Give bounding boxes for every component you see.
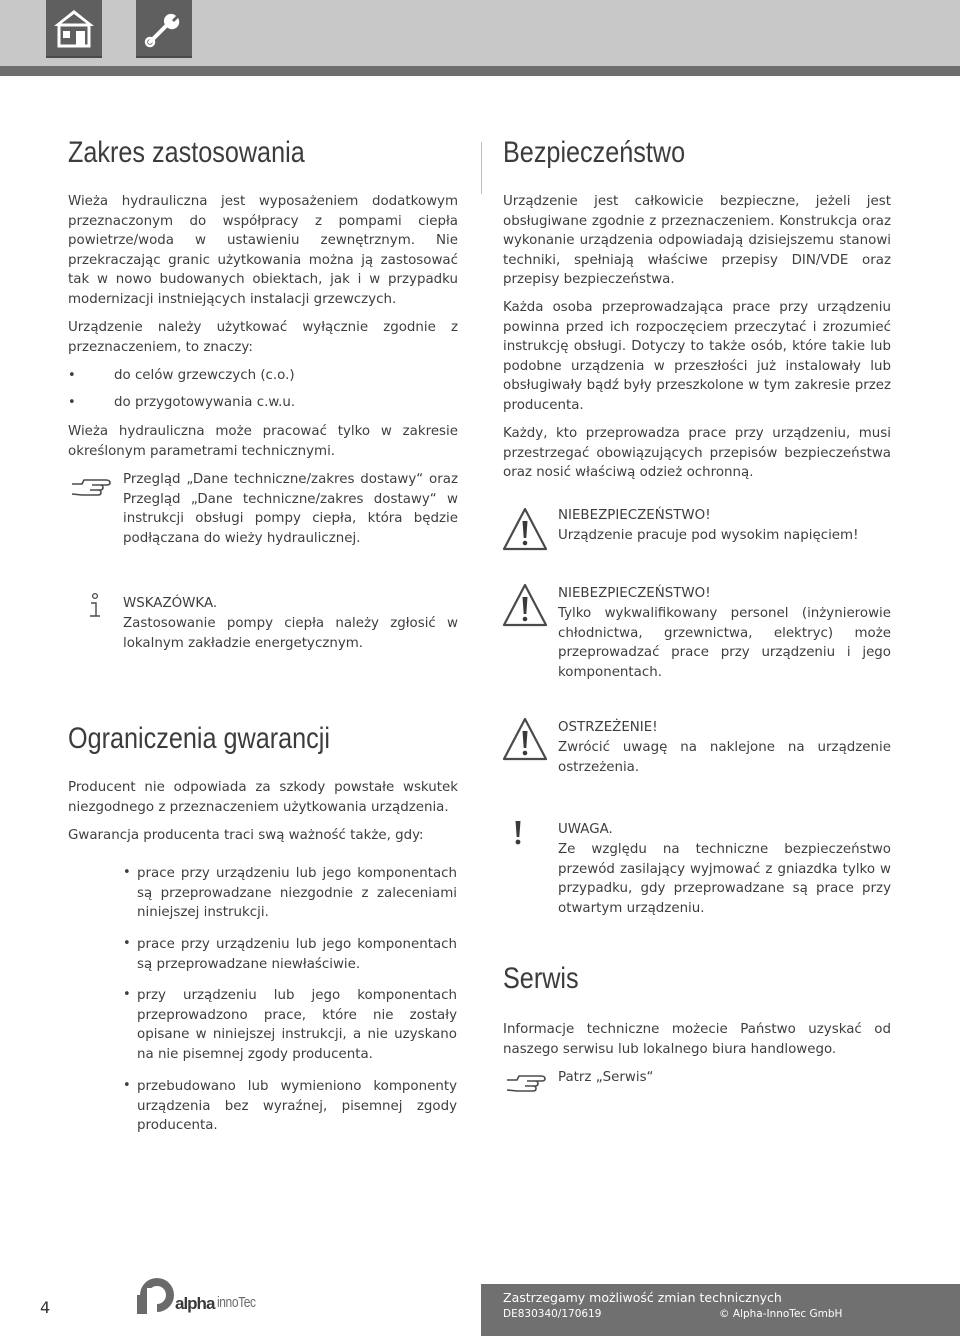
bullet-dot: •	[123, 936, 131, 951]
wrench-screwdriver-icon	[136, 0, 192, 56]
zakres-bullet-1: do celów grzewczych (c.o.)	[114, 368, 295, 383]
hint-title: WSKAZÓWKA.	[123, 596, 218, 611]
bullet-dot: •	[123, 987, 131, 1002]
danger-warning-icon	[502, 582, 548, 628]
danger2-text: Tylko wykwalifikowany personel (inżynierowie chłodnictwa, grzewnictwa, elektryc) może przeprowadzać prace przy urządzeniu i jego komponentach.	[558, 606, 891, 680]
section-title-gwarancja: Ograniczenia gwarancji	[68, 722, 330, 755]
zakres-paragraph-2: Urządzenie należy użytkować wyłącznie zgodnie z przeznaczeniem, to znaczy:	[68, 320, 458, 355]
notice-text: Ze względu na techniczne bezpieczeństwo przewód zasilający wyjmować z gniazdka tylko w przypadku, gdy przeprowadzane są prace przy otwartym urządzeniu.	[558, 842, 891, 916]
footer-copyright: © Alpha-InnoTec GmbH	[719, 1308, 843, 1320]
danger2-title: NIEBEZPIECZEŃSTWO!	[558, 586, 711, 601]
caution-text: Zwrócić uwagę na naklejone na urządzenie ostrzeżenia.	[558, 740, 891, 775]
logo-text-alpha: alpha	[175, 1294, 215, 1313]
gwarancja-paragraph-2: Gwarancja producenta traci swą ważność także, gdy:	[68, 828, 424, 843]
info-icon	[88, 592, 102, 620]
footer-disclaimer: Zastrzegamy możliwość zmian technicznych	[503, 1290, 782, 1305]
gwarancja-bullet-2: prace przy urządzeniu lub jego komponentach są przeprowadzane niewłaściwie.	[137, 937, 457, 972]
zakres-bullet-2: do przygotowywania c.w.u.	[114, 395, 296, 410]
footer-doc-id: DE830340/170619	[503, 1308, 602, 1320]
bullet-dot: •	[123, 1078, 131, 1093]
footer-info-bar	[481, 1284, 960, 1336]
zakres-paragraph-3: Wieża hydrauliczna może pracować tylko w zakresie określonym parametrami technicznymi.	[68, 424, 458, 459]
zakres-paragraph-1: Wieża hydrauliczna jest wyposażeniem dodatkowym przeznaczonym do współpracy z pompami ciepła powietrze/woda w ustawieniu zewnętrznym. Nie przekraczając granic użytkowania można ją zastosować tak w nowo budowanych obiektach, jak i w przypadku modernizacji instniejących instalacji grzewczych.	[68, 194, 458, 307]
section-title-serwis: Serwis	[503, 962, 579, 995]
bezpieczenstwo-paragraph-3: Każdy, kto przeprowadza prace przy urządzeniu, musi przestrzegać obowiązujących przepisów bezpieczeństwa oraz nosić właściwą odzież ochronną.	[503, 426, 891, 481]
danger1-text: Urządzenie pracuje pod wysokim napięciem!	[558, 528, 859, 543]
section-title-zakres: Zakres zastosowania	[68, 136, 305, 169]
top-bar-divider	[0, 66, 960, 76]
column-divider	[481, 142, 482, 194]
serwis-paragraph-1: Informacje techniczne możecie Państwo uzyskać od naszego serwisu lub lokalnego biura handlowego.	[503, 1022, 891, 1057]
exclamation-icon	[513, 820, 523, 846]
logo-text-innotec: innoTec	[217, 1294, 256, 1311]
danger1-title: NIEBEZPIECZEŃSTWO!	[558, 508, 711, 523]
home-button[interactable]	[46, 0, 102, 56]
gwarancja-paragraph-1: Producent nie odpowiada za szkody powstałe wskutek niezgodnego z przeznaczeniem użytkowania urządzenia.	[68, 780, 458, 815]
brand-logo	[137, 1276, 267, 1316]
bezpieczenstwo-paragraph-1: Urządzenie jest całkowicie bezpieczne, jeżeli jest obsługiwane zgodnie z przeznaczeniem. Konstrukcja oraz wykonanie urządzenia odpowiadają dzisiejszemu stanowi techniki, spełniają właściwe przepisy DIN/VDE oraz przepisy bezpieczeństwa.	[503, 194, 891, 288]
zakres-reference: Przegląd „Dane techniczne/zakres dostawy“ oraz Przegląd „Dane techniczne/zakres dostawy“ w instrukcji obsługi pompy ciepła, która będzie podłączana do wieży hydraulicznej.	[123, 472, 458, 546]
danger-warning-icon	[502, 506, 548, 552]
section-title-bezpieczenstwo: Bezpieczeństwo	[503, 136, 686, 169]
caution-warning-icon	[502, 716, 548, 762]
notice-title: UWAGA.	[558, 822, 613, 837]
pointing-hand-icon	[70, 474, 112, 498]
tools-button[interactable]	[136, 0, 192, 56]
gwarancja-bullet-4: przebudowano lub wymieniono komponenty urządzenia bez wyraźnej, pisemnej zgody producenta.	[137, 1079, 457, 1134]
hint-text: Zastosowanie pompy ciepła należy zgłosić w lokalnym zakładzie energetycznym.	[123, 616, 458, 651]
gwarancja-bullet-3: przy urządzeniu lub jego komponentach przeprowadzono prace, które nie zostały opisane w niniejszej instrukcji, a nie uzyskano na nie pisemnej zgody producenta.	[137, 988, 457, 1062]
pointing-hand-icon	[505, 1070, 547, 1094]
logo-mark-icon	[137, 1276, 177, 1314]
page-number: 4	[40, 1298, 51, 1317]
bezpieczenstwo-paragraph-2: Każda osoba przeprowadzająca prace przy urządzeniu powinna przed ich rozpoczęciem przeczytać i zrozumieć instrukcję obsługi. Dotyczy to także osób, które takie lub podobne urządzenia w przeszłości już instalowały lub obsługiwały bądź były przeszkolone w tym zakresie przez producenta.	[503, 300, 891, 413]
bullet-dot: •	[68, 368, 76, 383]
bullet-dot: •	[68, 395, 76, 410]
caution-title: OSTRZEŻENIE!	[558, 720, 658, 735]
serwis-reference: Patrz „Serwis“	[558, 1070, 654, 1085]
gwarancja-bullet-1: prace przy urządzeniu lub jego komponentach są przeprowadzane niezgodnie z zaleceniami niniejszej instrukcji.	[137, 866, 457, 921]
bullet-dot: •	[123, 865, 131, 880]
home-icon	[46, 0, 102, 56]
